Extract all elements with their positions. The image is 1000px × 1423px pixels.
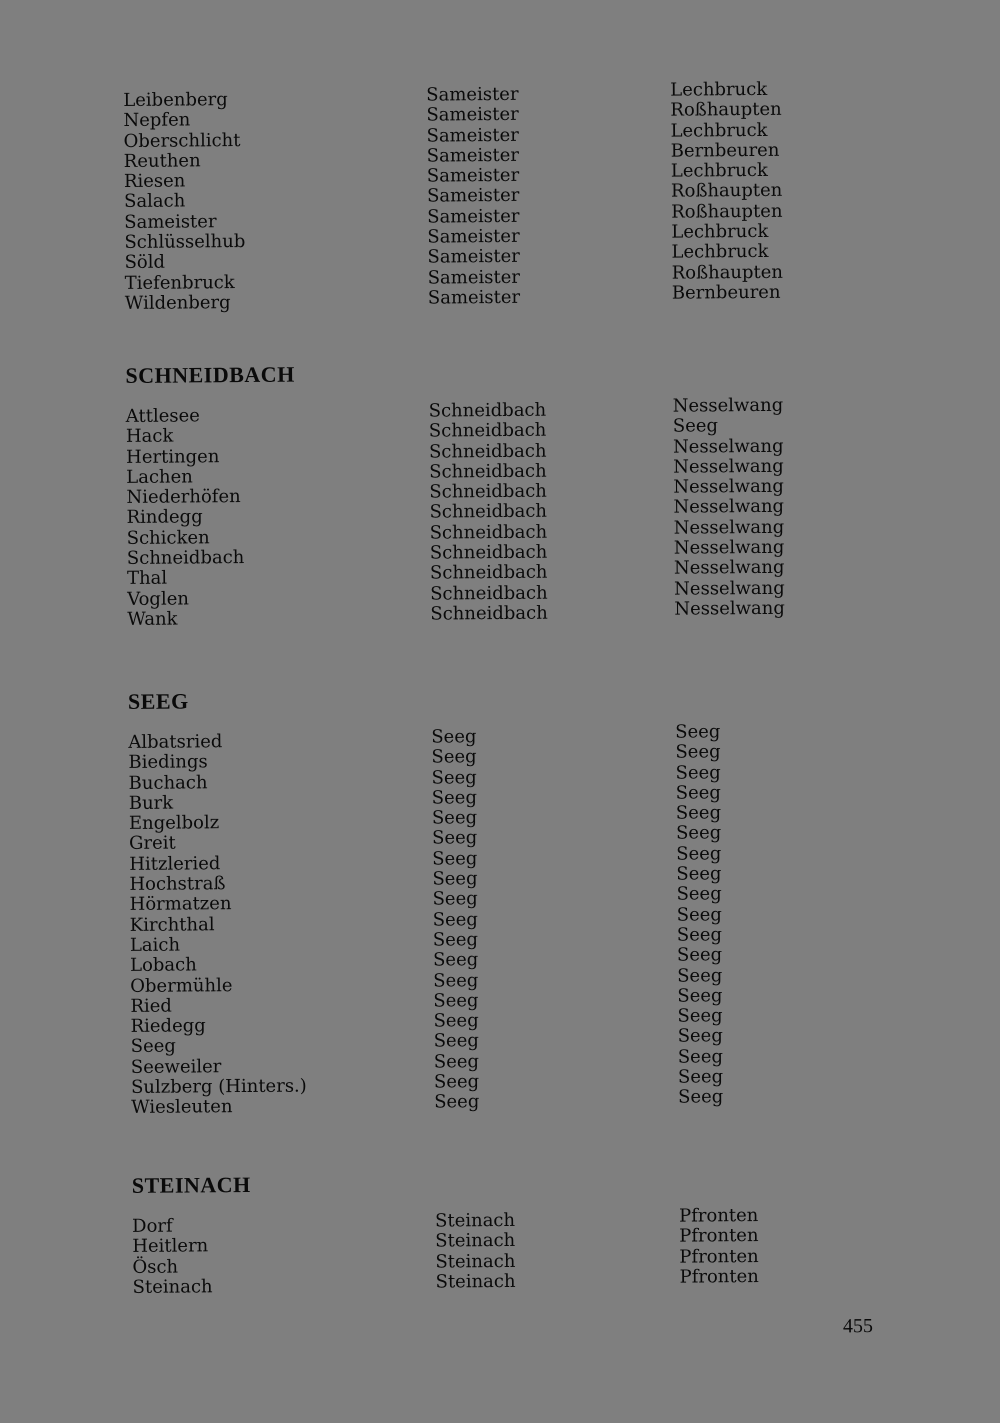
section-steinach [132,1167,833,1298]
municipality-name: Lechbruck [671,220,769,243]
place-name: Hack [125,425,174,448]
parish-name: Seeg [433,1071,480,1093]
parish-name: Sameister [427,246,520,268]
parish-name: Seeg [432,908,478,931]
place-name: Biedings [128,751,208,774]
municipality-name: Nesselwang [673,455,784,478]
municipality-name: Pfronten [678,1204,759,1227]
section-heading: SCHNEIDBACH [125,361,295,388]
municipality-name: Pfronten [679,1245,759,1268]
municipality-name: Pfronten [679,1225,759,1247]
parish-name: Sameister [426,104,519,126]
municipality-name: Roßhaupten [670,180,783,203]
page-number: 455 [842,1315,874,1338]
parish-name: Seeg [433,1030,479,1052]
place-name: Laich [129,934,181,956]
place-name: Nepfen [123,109,191,132]
parish-name: Schneidbach [429,501,548,524]
parish-name: Steinach [435,1270,516,1293]
place-name: Wiesleuten [131,1096,233,1119]
parish-name: Sameister [427,266,521,289]
place-name: Dorf [132,1215,173,1237]
municipality-name: Seeg [676,944,723,966]
section-heading: SEEG [127,688,189,714]
municipality-name: Nesselwang [672,394,784,417]
place-name: Salach [123,190,186,213]
parish-name: Schneidbach [430,582,548,605]
parish-name: Seeg [433,1010,479,1032]
place-name: Wildenberg [124,292,231,314]
parish-name: Steinach [435,1209,516,1232]
municipality-name: Seeg [675,822,722,845]
place-name: Heitlern [132,1235,209,1258]
municipality-name: Lechbruck [670,119,768,142]
place-name: Hörmatzen [129,893,232,916]
municipality-name: Seeg [677,985,723,1007]
place-name: Söld [124,251,166,274]
municipality-name: Bernbeuren [670,139,780,162]
municipality-name: Lechbruck [670,78,768,101]
section-seeg [128,683,831,1118]
municipality-name: Nesselwang [673,557,785,580]
parish-name: Schneidbach [429,480,547,503]
place-name: Niederhöfen [126,486,241,509]
place-name: Sameister [124,210,217,233]
place-name: Burk [128,792,174,814]
parish-name: Sameister [426,185,520,208]
municipality-name: Seeg [675,721,721,743]
municipality-name: Seeg [677,1025,723,1048]
place-name: Greit [129,833,176,855]
place-name: Steinach [132,1276,213,1298]
place-name: Riesen [123,170,186,193]
parish-name: Seeg [431,807,478,829]
parish-name: Seeg [433,969,479,992]
parish-name: Sameister [426,165,520,187]
parish-name: Seeg [432,827,478,850]
municipality-name: Seeg [677,1005,723,1027]
municipality-name: Seeg [672,415,719,437]
place-name: Sulzberg (Hinters.) [130,1075,307,1098]
municipality-name: Seeg [675,761,721,784]
place-name: Lobach [129,954,197,977]
municipality-name: Nesselwang [673,536,785,559]
place-name: Kirchthal [129,913,215,936]
place-name: Ösch [132,1256,179,1278]
municipality-name: Roßhaupten [671,200,783,223]
parish-name: Seeg [433,1050,480,1073]
municipality-name: Seeg [677,1046,724,1068]
municipality-name: Seeg [675,782,721,804]
place-name: Obermühle [130,974,233,997]
place-name: Hitzleried [129,852,221,875]
section-heading: STEINACH [131,1171,251,1198]
municipality-name: Nesselwang [674,597,785,620]
parish-name: Steinach [435,1230,516,1252]
parish-name: Sameister [426,124,519,147]
place-name: Wank [127,608,178,630]
municipality-name: Lechbruck [670,160,768,182]
place-name: Riedegg [130,1015,206,1038]
parish-name: Seeg [433,990,479,1012]
municipality-name: Bernbeuren [671,281,781,304]
section-schneidbach [125,357,827,630]
place-name: Hertingen [125,445,220,468]
municipality-name: Seeg [676,903,722,926]
place-name: Schneidbach [126,547,245,570]
place-name: Reuthen [123,150,201,172]
parish-name: Seeg [432,929,479,951]
municipality-name: Nesselwang [672,435,784,458]
place-name: Hochstraß [129,873,226,895]
place-name: Schlüsselhub [124,231,246,254]
place-name: Oberschlicht [123,129,241,152]
parish-name: Sameister [427,205,520,228]
place-name: Ried [130,995,172,1017]
place-name: Schicken [126,527,210,549]
parish-name: Seeg [432,949,479,971]
parish-name: Schneidbach [430,602,548,625]
parish-name: Seeg [434,1091,480,1113]
municipality-name: Seeg [676,843,722,865]
parish-name: Schneidbach [429,460,547,483]
parish-name: Schneidbach [429,521,548,544]
section-sameister [123,78,825,314]
parish-name: Seeg [432,888,478,910]
municipality-name: Nesselwang [673,496,785,519]
place-name: Engelbolz [128,812,220,835]
parish-name: Seeg [431,726,477,748]
parish-name: Schneidbach [429,541,548,564]
place-name: Rindegg [126,506,203,529]
parish-name: Steinach [435,1250,516,1273]
municipality-name: Seeg [677,964,723,987]
place-name: Thal [126,567,168,590]
place-name: Attlesee [125,405,200,427]
municipality-name: Seeg [678,1086,724,1108]
municipality-name: Seeg [675,802,722,824]
municipality-name: Pfronten [679,1265,759,1288]
place-name: Lachen [126,466,193,488]
place-name: Seeweiler [130,1055,222,1078]
municipality-name: Nesselwang [673,516,785,539]
municipality-name: Seeg [675,741,721,763]
parish-name: Schneidbach [429,561,548,584]
parish-name: Seeg [432,868,478,890]
parish-name: Schneidbach [428,419,547,442]
place-name: Leibenberg [123,89,228,111]
place-name: Voglen [127,588,189,610]
parish-name: Schneidbach [428,440,547,463]
municipality-name: Roßhaupten [670,99,782,121]
municipality-name: Seeg [676,863,722,885]
municipality-name: Seeg [676,924,723,946]
municipality-name: Nesselwang [673,475,784,498]
municipality-name: Seeg [677,1066,724,1088]
municipality-name: Nesselwang [674,577,785,600]
parish-name: Sameister [427,225,520,248]
place-name: Buchach [128,771,208,794]
municipality-name: Seeg [676,883,722,905]
place-name: Albatsried [128,731,223,753]
parish-name: Schneidbach [428,399,547,422]
parish-name: Seeg [431,787,478,809]
place-name: Tiefenbruck [124,271,235,294]
parish-name: Sameister [426,83,519,106]
municipality-name: Lechbruck [671,241,769,264]
parish-name: Seeg [431,766,477,789]
parish-name: Sameister [427,286,521,309]
place-name: Seeg [130,1036,176,1058]
parish-name: Seeg [431,746,477,768]
parish-name: Seeg [432,847,478,870]
municipality-name: Roßhaupten [671,261,784,284]
parish-name: Sameister [426,144,520,167]
